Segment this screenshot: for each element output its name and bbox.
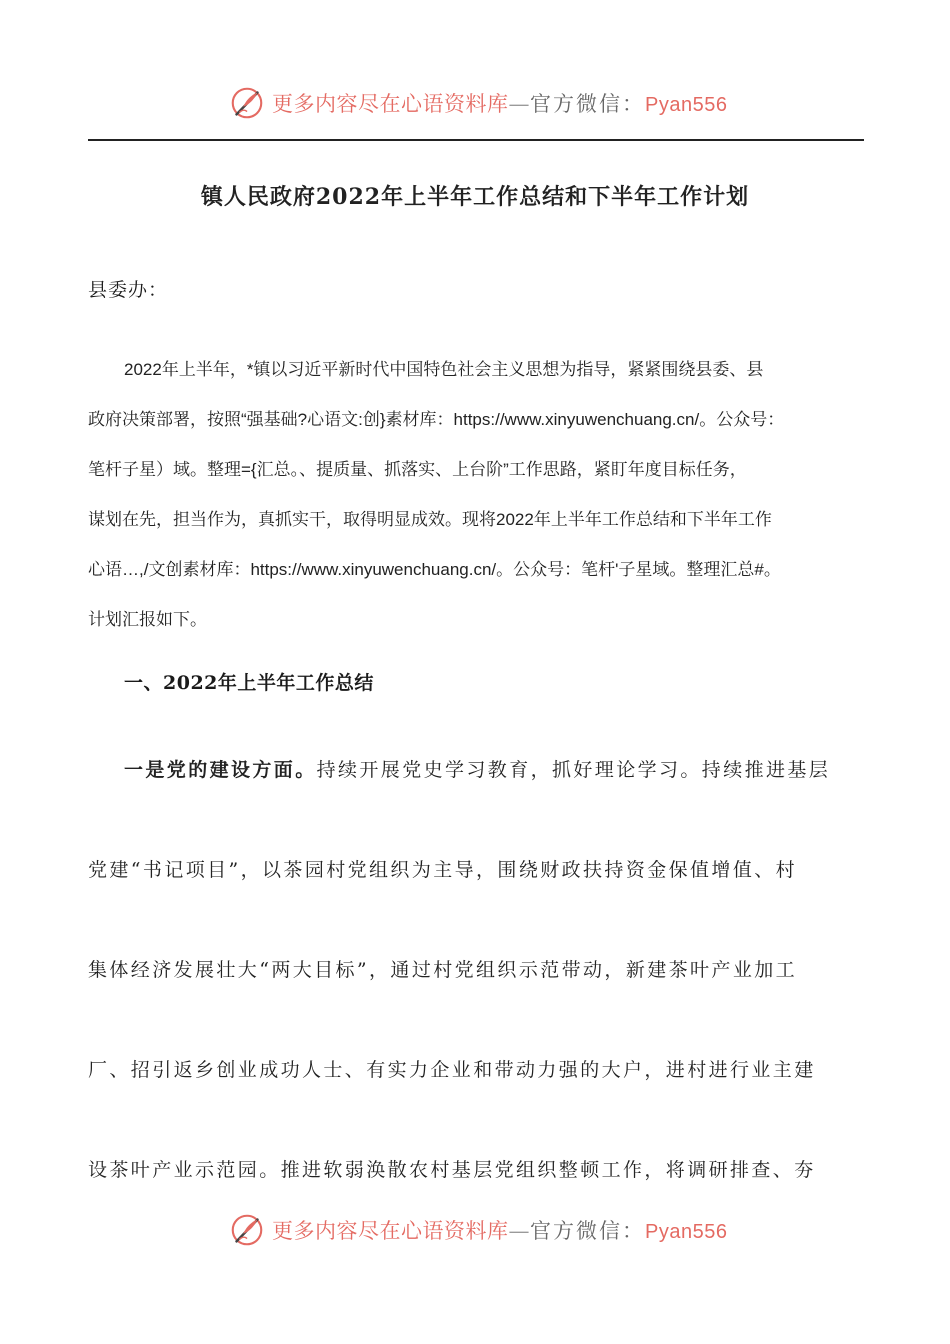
intro-line: 谋划在先，担当作为，真抓实干，取得明显成效。现将2022年上半年工作总结和下半年工作 <box>88 510 772 529</box>
section-lead: 一是党的建设方面。 <box>124 759 317 781</box>
banner-wechat-label: 官方微信： <box>530 1219 645 1243</box>
section-line <box>88 748 864 848</box>
banner-text <box>272 88 727 118</box>
banner-separator: — <box>508 1219 530 1243</box>
header-divider <box>88 139 864 141</box>
document-title: 镇人民政府2022年上半年工作总结和下半年工作计划 <box>200 184 750 210</box>
banner-separator: — <box>508 92 530 116</box>
section-line-text: 持续开展党史学习教育，抓好理论学习。持续推进基层 <box>316 759 831 781</box>
intro-line: 2022年上半年，*镇以习近平新时代中国特色社会主义思想为指导，紧紧围绕县委、县 <box>124 360 764 379</box>
banner-wechat-id: Pyan556 <box>645 1221 728 1243</box>
intro-line: 政府决策部署，按照“强基础?心语文:创}素材库：https://www.xinyuwenchuang.cn/。公众号： <box>88 410 785 429</box>
footer-banner <box>228 1210 748 1250</box>
banner-main-text: 更多内容尽在心语资料库 <box>272 92 509 116</box>
banner-main-text: 更多内容尽在心语资料库 <box>272 1219 509 1243</box>
section-line: 集体经济发展壮大“两大目标”，通过村党组织示范带动，新建茶叶产业加工 <box>88 959 798 981</box>
section-line: 党建“书记项目”，以茶园村党组织为主导，围绕财政扶持资金保值增值、村 <box>88 859 798 881</box>
banner-wechat-id: Pyan556 <box>645 94 728 116</box>
intro-line: 计划汇报如下。 <box>88 610 207 629</box>
section-line: 设茶叶产业示范园。推进软弱涣散农村基层党组织整顿工作，将调研排查、夯 <box>88 1159 816 1181</box>
banner-text <box>272 1215 727 1245</box>
section-heading: 一、2022年上半年工作总结 <box>124 672 374 694</box>
intro-paragraph <box>88 345 864 645</box>
banner-wechat-label: 官方微信： <box>530 92 645 116</box>
quill-logo-icon <box>228 84 266 122</box>
section-body <box>88 748 864 1248</box>
salutation: 县委办： <box>88 279 169 301</box>
intro-line: 笔杆子星）域。整理={汇总。、提质量、抓落实、上台阶”工作思路，紧盯年度目标任务， <box>88 460 747 479</box>
quill-logo-icon <box>228 1211 266 1249</box>
section-line: 厂、招引返乡创业成功人士、有实力企业和带动力强的大户，进村进行业主建 <box>88 1059 816 1081</box>
header-banner <box>228 83 748 123</box>
intro-line: 心语…,/文创素材库：https://www.xinyuwenchuang.cn/。公众号：笔杆'子星域。整理汇总#。 <box>88 560 781 579</box>
